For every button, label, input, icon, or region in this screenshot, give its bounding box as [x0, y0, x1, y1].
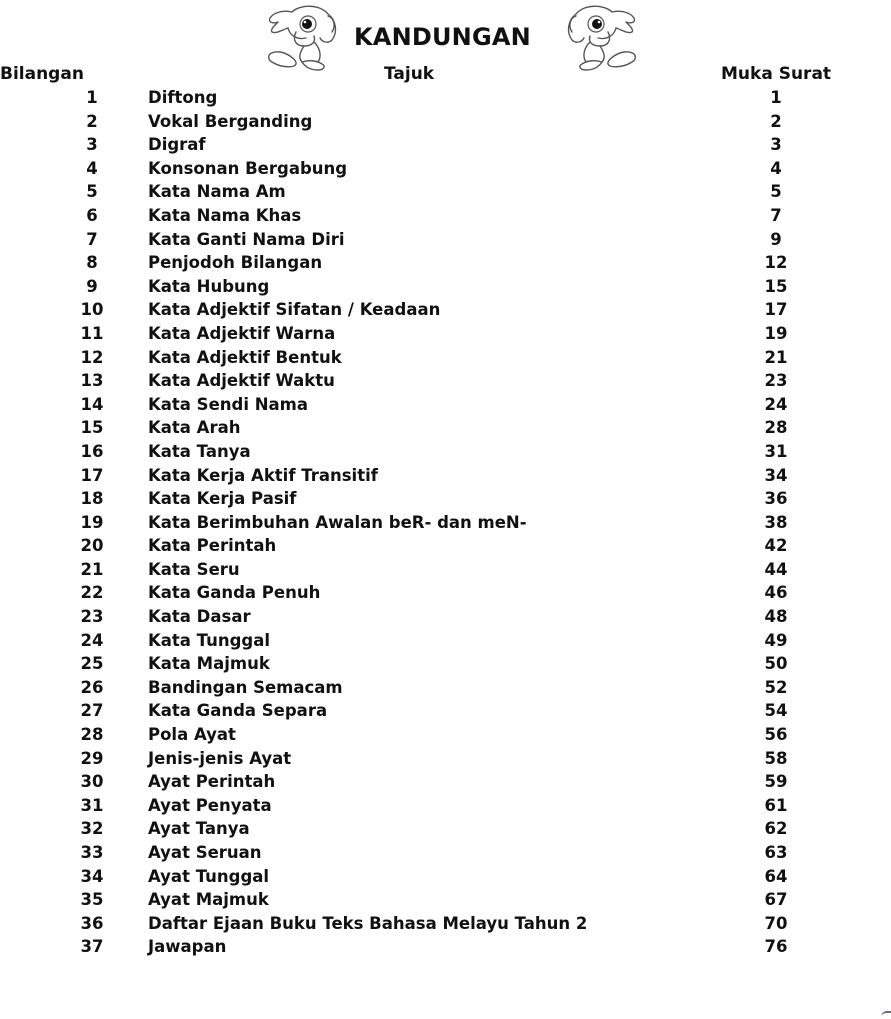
entry-topic[interactable]: Ayat Majmuk	[148, 890, 269, 910]
entry-number: 2	[86, 111, 98, 131]
entry-page-number: 63	[764, 843, 788, 862]
entry-page-number: 58	[764, 748, 788, 768]
toc-row[interactable]	[0, 440, 891, 464]
entry-number: 27	[80, 701, 104, 721]
entry-topic[interactable]: Kata Ganda Penuh	[148, 583, 321, 603]
entry-page-number: 36	[764, 489, 788, 509]
entry-page-number: 42	[764, 536, 788, 556]
entry-topic[interactable]: Kata Dasar	[148, 607, 251, 627]
entry-page-number: 59	[764, 772, 788, 792]
toc-row[interactable]	[0, 865, 891, 889]
entry-topic[interactable]: Kata Hubung	[148, 276, 270, 296]
entry-number: 16	[80, 441, 104, 461]
entry-page-number: 24	[764, 394, 788, 414]
entry-topic[interactable]: Kata Adjektif Sifatan / Keadaan	[148, 300, 441, 320]
entry-topic[interactable]: Jenis-jenis Ayat	[148, 748, 292, 768]
entry-page-number: 67	[764, 890, 788, 910]
entry-number: 18	[80, 489, 104, 509]
entry-topic[interactable]: Vokal Berganding	[148, 111, 313, 131]
entry-number: 22	[80, 583, 104, 603]
entry-topic[interactable]: Kata Tunggal	[148, 630, 271, 650]
toc-row[interactable]	[0, 204, 891, 228]
entry-topic[interactable]: Kata Majmuk	[148, 654, 270, 674]
toc-row[interactable]	[0, 228, 891, 252]
toc-row[interactable]	[0, 558, 891, 582]
entry-topic[interactable]: Kata Ganda Separa	[148, 701, 328, 721]
entry-topic[interactable]: Ayat Tanya	[148, 819, 250, 839]
toc-row[interactable]	[0, 770, 891, 794]
toc-row[interactable]	[0, 487, 891, 511]
entry-number: 11	[80, 323, 104, 343]
toc-row[interactable]	[0, 251, 891, 275]
entry-number: 35	[80, 890, 104, 910]
entry-page-number: 44	[764, 559, 788, 579]
toc-row[interactable]	[0, 723, 891, 747]
entry-page-number: 3	[770, 135, 782, 155]
entry-page-number: 31	[764, 441, 788, 461]
entry-number: 26	[80, 677, 104, 697]
entry-number: 9	[86, 276, 98, 296]
entry-topic[interactable]: Jawapan	[148, 937, 227, 957]
entry-topic[interactable]: Kata Kerja Aktif Transitif	[148, 465, 378, 485]
entry-number: 20	[80, 536, 104, 556]
entry-number: 8	[86, 253, 98, 273]
entry-number: 14	[80, 394, 104, 414]
entry-topic[interactable]: Diftong	[148, 88, 218, 107]
toc-row[interactable]	[0, 464, 891, 488]
column-header-topic: Tajuk	[384, 64, 435, 84]
entry-page-number: 46	[764, 583, 788, 603]
entry-number: 1	[86, 88, 98, 107]
entry-page-number: 54	[764, 701, 788, 721]
toc-row[interactable]	[0, 369, 891, 393]
entry-topic[interactable]: Kata Nama Khas	[148, 205, 302, 225]
entry-number: 25	[80, 654, 104, 674]
entry-page-number: 17	[764, 300, 788, 320]
toc-row[interactable]	[0, 86, 891, 110]
toc-row[interactable]	[0, 888, 891, 912]
toc-row[interactable]	[0, 133, 891, 157]
entry-page-number: 1	[770, 88, 782, 107]
entry-topic[interactable]: Ayat Penyata	[148, 795, 272, 815]
owl-icon	[560, 2, 642, 72]
entry-page-number: 76	[764, 937, 788, 957]
entry-topic[interactable]: Penjodoh Bilangan	[148, 253, 323, 273]
toc-row[interactable]	[0, 629, 891, 653]
toc-row[interactable]	[0, 180, 891, 204]
entry-page-number: 19	[764, 323, 788, 343]
toc-row[interactable]	[0, 110, 891, 134]
entry-topic[interactable]: Daftar Ejaan Buku Teks Bahasa Melayu Tahun 2	[148, 913, 588, 933]
entry-page-number: 7	[770, 205, 782, 225]
toc-row[interactable]	[0, 534, 891, 558]
entry-number: 23	[80, 607, 104, 627]
table-of-contents	[0, 86, 891, 959]
toc-row[interactable]	[0, 841, 891, 865]
toc-row[interactable]	[0, 794, 891, 818]
toc-row[interactable]	[0, 747, 891, 771]
corner-mark	[881, 1011, 891, 1019]
toc-row[interactable]	[0, 298, 891, 322]
entry-number: 21	[80, 559, 104, 579]
entry-topic[interactable]: Kata Adjektif Warna	[148, 323, 336, 343]
entry-number: 12	[80, 347, 104, 367]
entry-number: 17	[80, 465, 104, 485]
entry-page-number: 50	[764, 654, 788, 674]
toc-row[interactable]	[0, 416, 891, 440]
entry-number: 24	[80, 630, 104, 650]
toc-row[interactable]	[0, 157, 891, 181]
entry-number: 15	[80, 418, 104, 438]
entry-topic[interactable]: Kata Sendi Nama	[148, 394, 308, 414]
entry-page-number: 70	[764, 913, 788, 933]
entry-number: 32	[80, 819, 104, 839]
entry-topic[interactable]: Konsonan Bergabung	[148, 158, 348, 178]
entry-number: 31	[80, 795, 104, 815]
entry-number: 13	[80, 371, 104, 391]
entry-number: 19	[80, 512, 104, 532]
entry-topic[interactable]: Digraf	[148, 135, 206, 155]
entry-page-number: 56	[764, 725, 788, 745]
toc-row[interactable]	[0, 322, 891, 346]
entry-number: 37	[80, 937, 104, 957]
entry-topic[interactable]: Kata Nama Am	[148, 182, 286, 202]
toc-row[interactable]	[0, 699, 891, 723]
entry-number: 29	[80, 748, 104, 768]
entry-number: 30	[80, 772, 104, 792]
entry-number: 34	[80, 866, 104, 886]
entry-page-number: 62	[764, 819, 788, 839]
toc-row[interactable]	[0, 581, 891, 605]
toc-row[interactable]	[0, 275, 891, 299]
column-header-number: Bilangan	[0, 64, 84, 84]
entry-topic[interactable]: Kata Ganti Nama Diri	[148, 229, 345, 249]
toc-row[interactable]	[0, 511, 891, 535]
entry-topic[interactable]: Kata Adjektif Waktu	[148, 371, 335, 391]
entry-number: 33	[80, 843, 104, 862]
entry-number: 36	[80, 913, 104, 933]
entry-topic[interactable]: Bandingan Semacam	[148, 677, 343, 697]
column-header-page: Muka Surat	[721, 64, 832, 84]
entry-topic[interactable]: Kata Adjektif Bentuk	[148, 347, 342, 367]
entry-page-number: 61	[764, 795, 788, 815]
entry-topic[interactable]: Ayat Perintah	[148, 772, 276, 792]
entry-topic[interactable]: Kata Kerja Pasif	[148, 489, 297, 509]
entry-page-number: 48	[764, 607, 788, 627]
toc-row[interactable]	[0, 652, 891, 676]
toc-row[interactable]	[0, 912, 891, 936]
page-title: KANDUNGAN	[354, 23, 531, 51]
entry-topic[interactable]: Kata Perintah	[148, 536, 277, 556]
entry-number: 3	[86, 135, 98, 155]
entry-number: 5	[86, 182, 98, 202]
entry-page-number: 4	[770, 158, 782, 178]
entry-topic[interactable]: Pola Ayat	[148, 725, 236, 745]
toc-row[interactable]	[0, 605, 891, 629]
entry-page-number: 52	[764, 677, 788, 697]
entry-page-number: 5	[770, 182, 782, 202]
entry-topic[interactable]: Ayat Tunggal	[148, 866, 270, 886]
entry-topic[interactable]: Kata Arah	[148, 418, 241, 438]
entry-page-number: 64	[764, 866, 788, 886]
entry-number: 6	[86, 205, 98, 225]
entry-page-number: 15	[764, 276, 788, 296]
toc-row[interactable]	[0, 676, 891, 700]
toc-row[interactable]	[0, 393, 891, 417]
entry-page-number: 49	[764, 630, 788, 650]
entry-topic[interactable]: Kata Berimbuhan Awalan beR- dan meN-	[148, 512, 527, 532]
entry-page-number: 12	[764, 253, 788, 273]
toc-row[interactable]	[0, 346, 891, 370]
entry-page-number: 9	[770, 229, 782, 249]
entry-page-number: 38	[764, 512, 788, 532]
entry-topic[interactable]: Kata Seru	[148, 559, 240, 579]
entry-topic[interactable]: Kata Tanya	[148, 441, 251, 461]
entry-number: 28	[80, 725, 104, 745]
toc-row[interactable]	[0, 817, 891, 841]
owl-icon	[262, 2, 344, 72]
entry-number: 10	[80, 300, 104, 320]
entry-number: 7	[86, 229, 98, 249]
entry-page-number: 23	[764, 371, 788, 391]
toc-row[interactable]	[0, 935, 891, 959]
entry-page-number: 28	[764, 418, 788, 438]
entry-topic[interactable]: Ayat Seruan	[148, 843, 262, 862]
entry-number: 4	[86, 158, 98, 178]
entry-page-number: 21	[764, 347, 788, 367]
entry-page-number: 2	[770, 111, 782, 131]
entry-page-number: 34	[764, 465, 788, 485]
